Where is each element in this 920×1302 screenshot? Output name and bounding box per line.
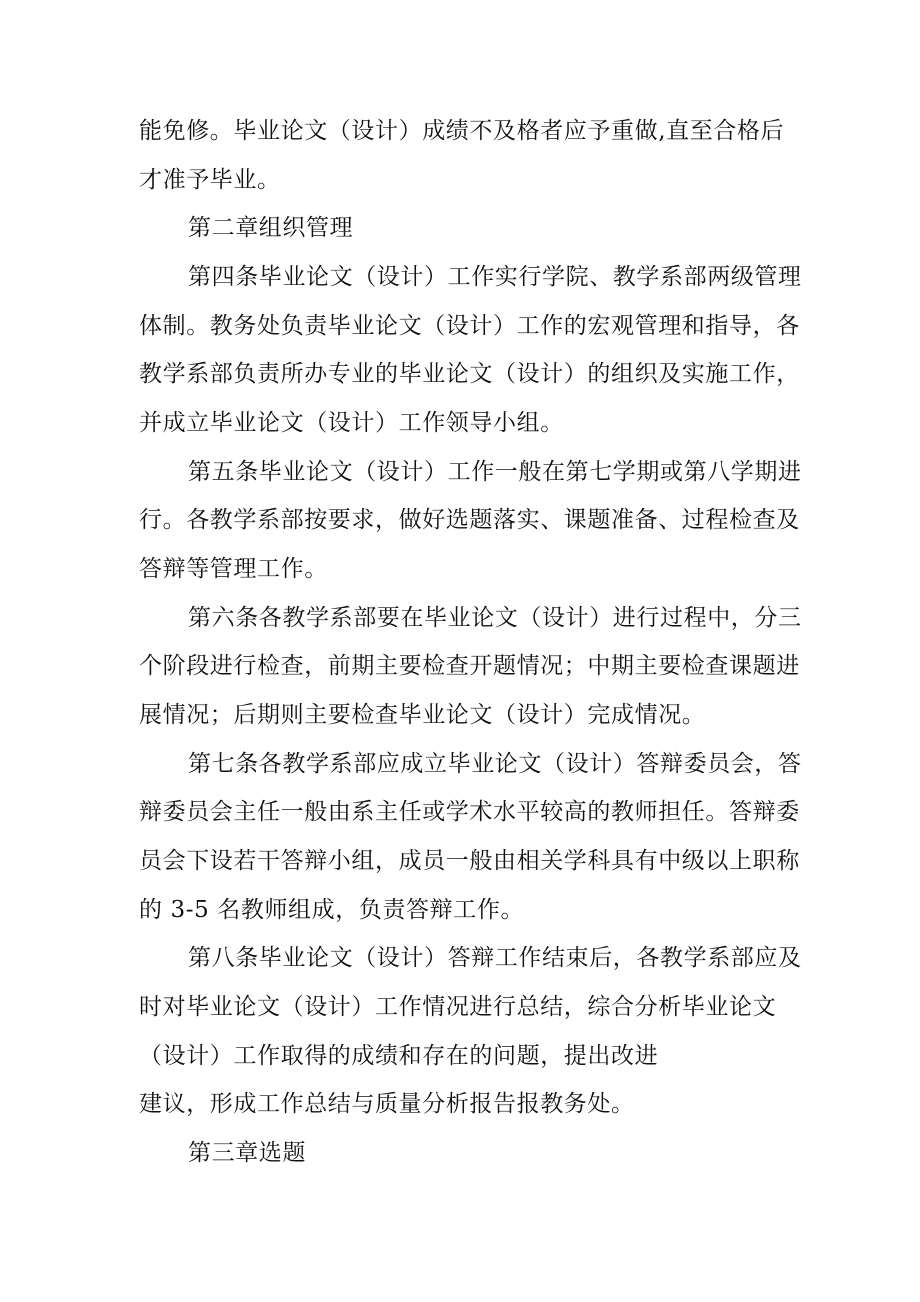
text-line: 第八条毕业论文（设计）答辩工作结束后，各教学系部应及 xyxy=(188,945,802,971)
text-line: 的 3-5 名教师组成，负责答辩工作。 xyxy=(139,897,525,923)
chapter-heading: 第二章组织管理 xyxy=(188,215,354,241)
text-line: （设计）工作取得的成绩和存在的问题，提出改进 xyxy=(139,1043,659,1069)
text-line: 教学系部负责所办专业的毕业论文（设计）的组织及实施工作， xyxy=(139,361,800,387)
text-line: 时对毕业论文（设计）工作情况进行总结，综合分析毕业论文 xyxy=(139,994,777,1020)
text-line: 建议，形成工作总结与质量分析报告报教务处。 xyxy=(139,1091,635,1117)
text-line: 第五条毕业论文（设计）工作一般在第七学期或第八学期进 xyxy=(188,459,802,485)
text-line: 才准予毕业。 xyxy=(139,167,281,193)
text-line: 体制。教务处负责毕业论文（设计）工作的宏观管理和指导，各 xyxy=(139,313,800,339)
text-line: 第四条毕业论文（设计）工作实行学院、教学系部两级管理 xyxy=(188,264,802,290)
chapter-heading: 第三章选题 xyxy=(188,1140,306,1166)
text-line: 第七条各教学系部应成立毕业论文（设计）答辩委员会，答 xyxy=(188,751,802,777)
text-line: 第六条各教学系部要在毕业论文（设计）进行过程中，分三 xyxy=(188,605,802,631)
text-line: 个阶段进行检查，前期主要检查开题情况；中期主要检查课题进 xyxy=(139,653,800,679)
text-line: 能免修。毕业论文（设计）成绩不及格者应予重做,直至合格后 xyxy=(139,118,785,144)
text-line: 答辩等管理工作。 xyxy=(139,556,328,582)
text-line: 辩委员会主任一般由系主任或学术水平较高的教师担任。答辩委 xyxy=(139,799,800,825)
text-line: 行。各教学系部按要求，做好选题落实、课题准备、过程检查及 xyxy=(139,507,800,533)
text-line: 员会下设若干答辩小组，成员一般由相关学科具有中级以上职称 xyxy=(139,848,800,874)
text-line: 并成立毕业论文（设计）工作领导小组。 xyxy=(139,410,564,436)
text-line: 展情况；后期则主要检查毕业论文（设计）完成情况。 xyxy=(139,702,706,728)
